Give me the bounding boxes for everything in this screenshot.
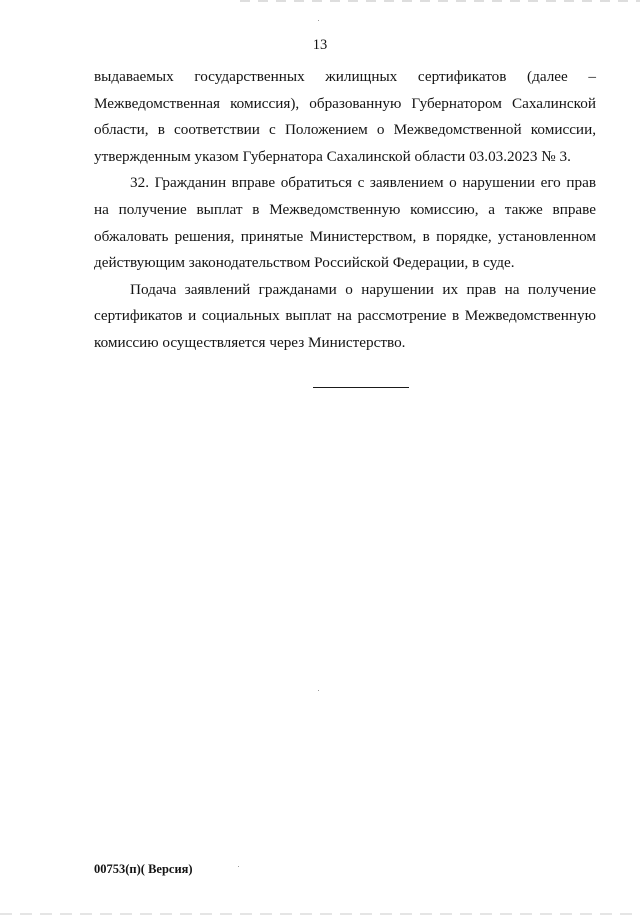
document-body <box>94 64 596 357</box>
scan-speck <box>318 20 319 21</box>
paragraph-applications: Подача заявлений гражданами о нарушении их прав на получение сертификатов и социальных выплат на рассмотрение в Межведомственную комиссию осуществляется через Министерство. <box>94 280 596 351</box>
scan-speck <box>238 866 239 867</box>
closing-divider <box>313 387 409 388</box>
paragraph-continuation: выдаваемых государственных жилищных сертификатов (далее – Межведомственная комиссия), образованную Губернатором Сахалинской области, в соответствии с Положением о Межведомственной комиссии, утвержденным указом Губернатора Сахалинской области 03.03.2023 № 3. <box>94 68 596 165</box>
document-version-code: 00753(п)( Версия) <box>94 862 193 876</box>
scan-speck <box>318 690 319 691</box>
page-number: 13 <box>312 37 328 53</box>
scan-edge-bottom <box>0 913 640 915</box>
paragraph-32: 32. Гражданин вправе обратиться с заявлением о нарушении его прав на получение выплат в Межведомственную комиссию, а также вправе обжаловать решения, принятые Министерством, в порядке, установленном действующим законодательством Российской Федерации, в суде. <box>94 174 596 272</box>
scan-edge-top <box>240 0 640 2</box>
